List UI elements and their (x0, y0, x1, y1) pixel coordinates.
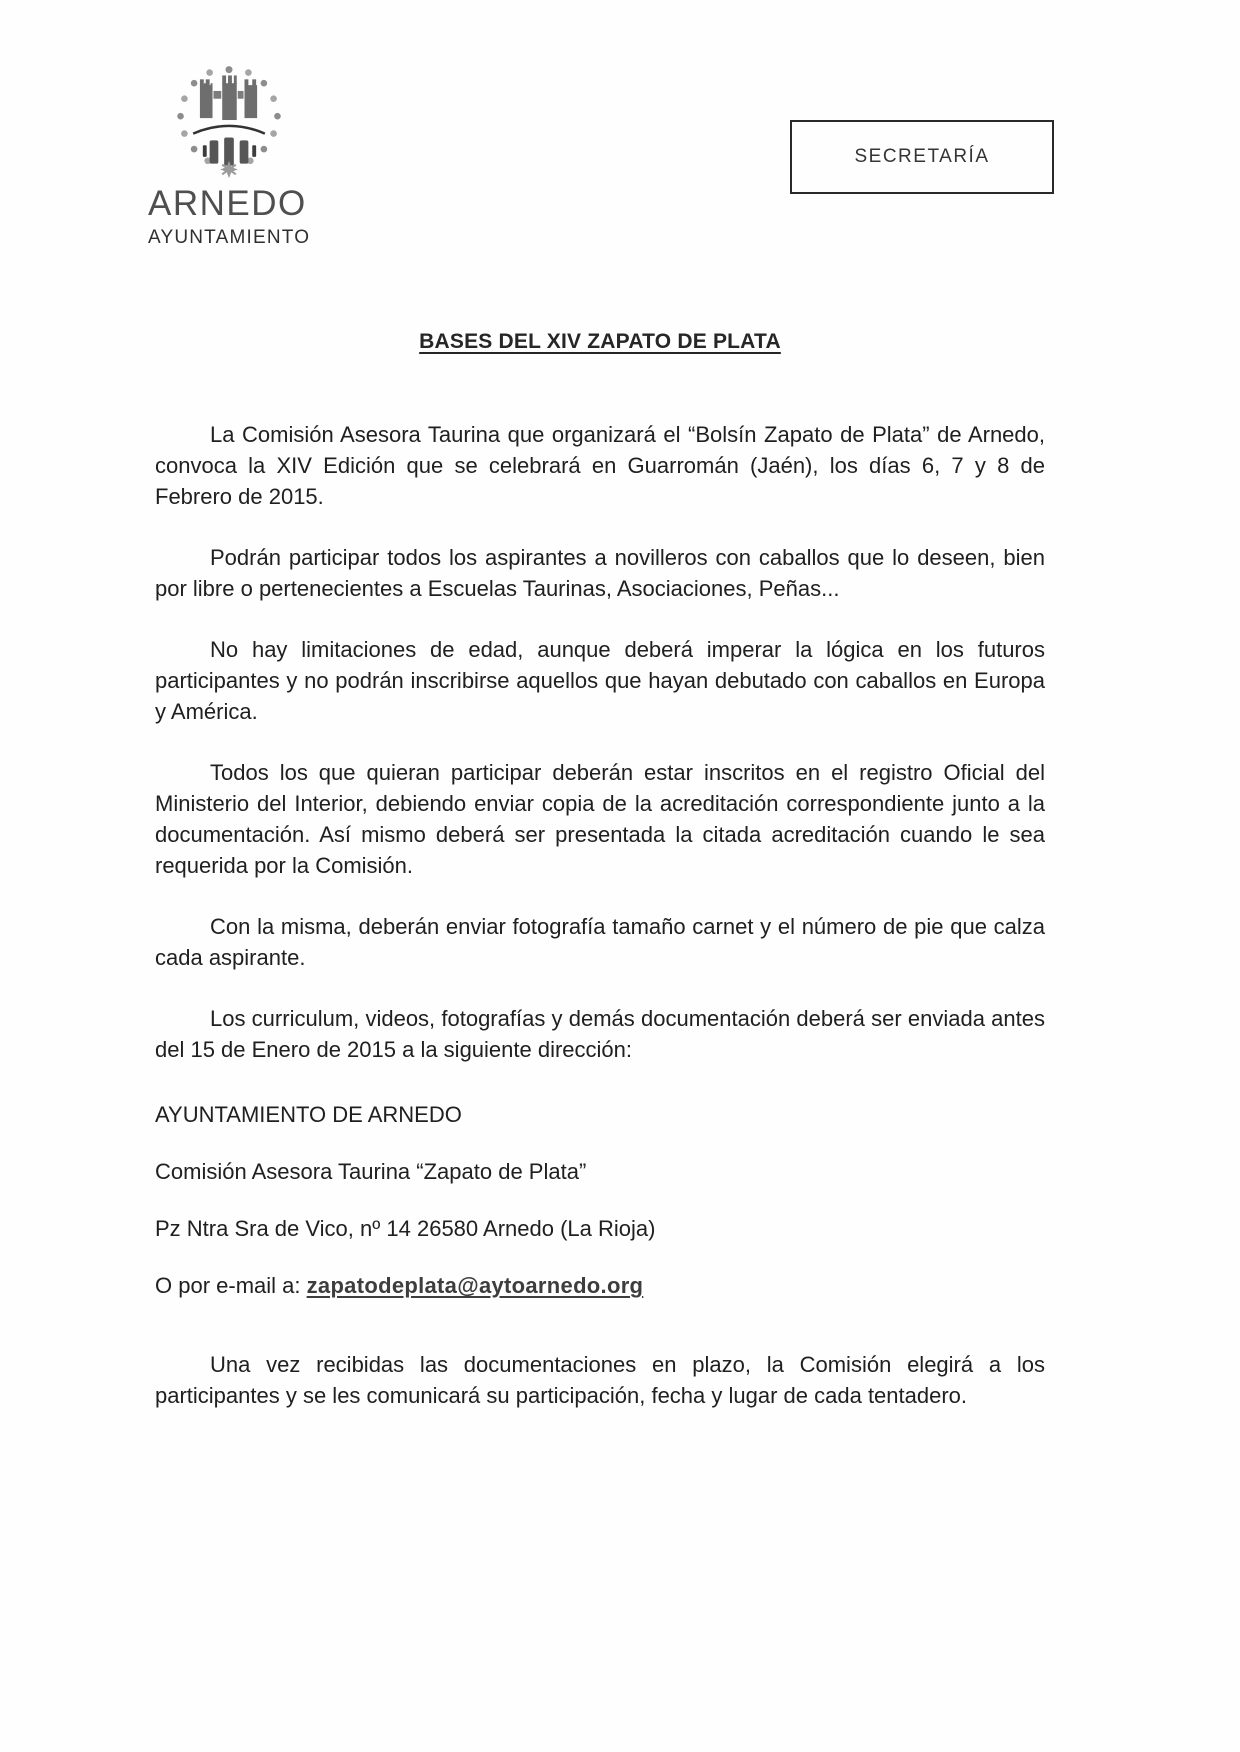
crest-bridge-arc (193, 126, 265, 134)
paragraph-3: No hay limitaciones de edad, aunque deberá imperar la lógica en los futuros participantes y no podrán inscribirse aquellos que hayan debutado con caballos en Europa y América. (155, 637, 1045, 724)
stamp-label: SECRETARÍA (854, 146, 990, 167)
secretaria-stamp-box (790, 120, 1054, 194)
address-line-organization: AYUNTAMIENTO DE ARNEDO (155, 1102, 462, 1127)
header-logo (148, 58, 348, 249)
email-line (155, 1270, 1045, 1301)
logo-name: ARNEDO (148, 184, 307, 223)
address-block (155, 1099, 1045, 1301)
paragraph-1: La Comisión Asesora Taurina que organizará el “Bolsín Zapato de Plata” de Arnedo, convoca la XIV Edición que se celebrará en Guarromán (Jaén), los días 6, 7 y 8 de Febrero de 2015. (155, 422, 1045, 509)
email-link[interactable]: zapatodeplata@aytoarnedo.org (306, 1273, 644, 1298)
crest-towers (200, 75, 257, 120)
email-prefix: O por e-mail a: (155, 1273, 307, 1298)
address-line-street: Pz Ntra Sra de Vico, nº 14 26580 Arnedo (La Rioja) (155, 1216, 656, 1241)
logo-subtitle: AYUNTAMIENTO (148, 226, 311, 248)
document-title: BASES DEL XIV ZAPATO DE PLATA (419, 330, 781, 353)
crest-star-icon (220, 161, 237, 178)
closing-paragraph: Una vez recibidas las documentaciones en plazo, la Comisión elegirá a los participantes y se les comunicará su participación, fecha y lugar de cada tentadero. (155, 1352, 1045, 1408)
paragraph-6: Los curriculum, videos, fotografías y demás documentación deberá ser enviada antes del 15 de Enero de 2015 a la siguiente dirección: (155, 1006, 1045, 1062)
paragraph-2: Podrán participar todos los aspirantes a novilleros con caballos que lo deseen, bien por libre o pertenecientes a Escuelas Taurinas, Asociaciones, Peñas... (155, 545, 1045, 601)
paragraph-4: Todos los que quieran participar deberán estar inscritos en el registro Oficial del Ministerio del Interior, debiendo enviar copia de la acreditación correspondiente junto a la documentación. Así mismo deberá ser presentada la citada acreditación cuando le sea requerida por la Comisión. (155, 760, 1045, 878)
paragraph-5: Con la misma, deberán enviar fotografía tamaño carnet y el número de pie que calza cada aspirante. (155, 914, 1045, 970)
crest-bars (203, 137, 256, 165)
document-body (155, 326, 1045, 1441)
address-line-commission: Comisión Asesora Taurina “Zapato de Plata” (155, 1159, 587, 1184)
castle-crest-icon (170, 58, 288, 184)
